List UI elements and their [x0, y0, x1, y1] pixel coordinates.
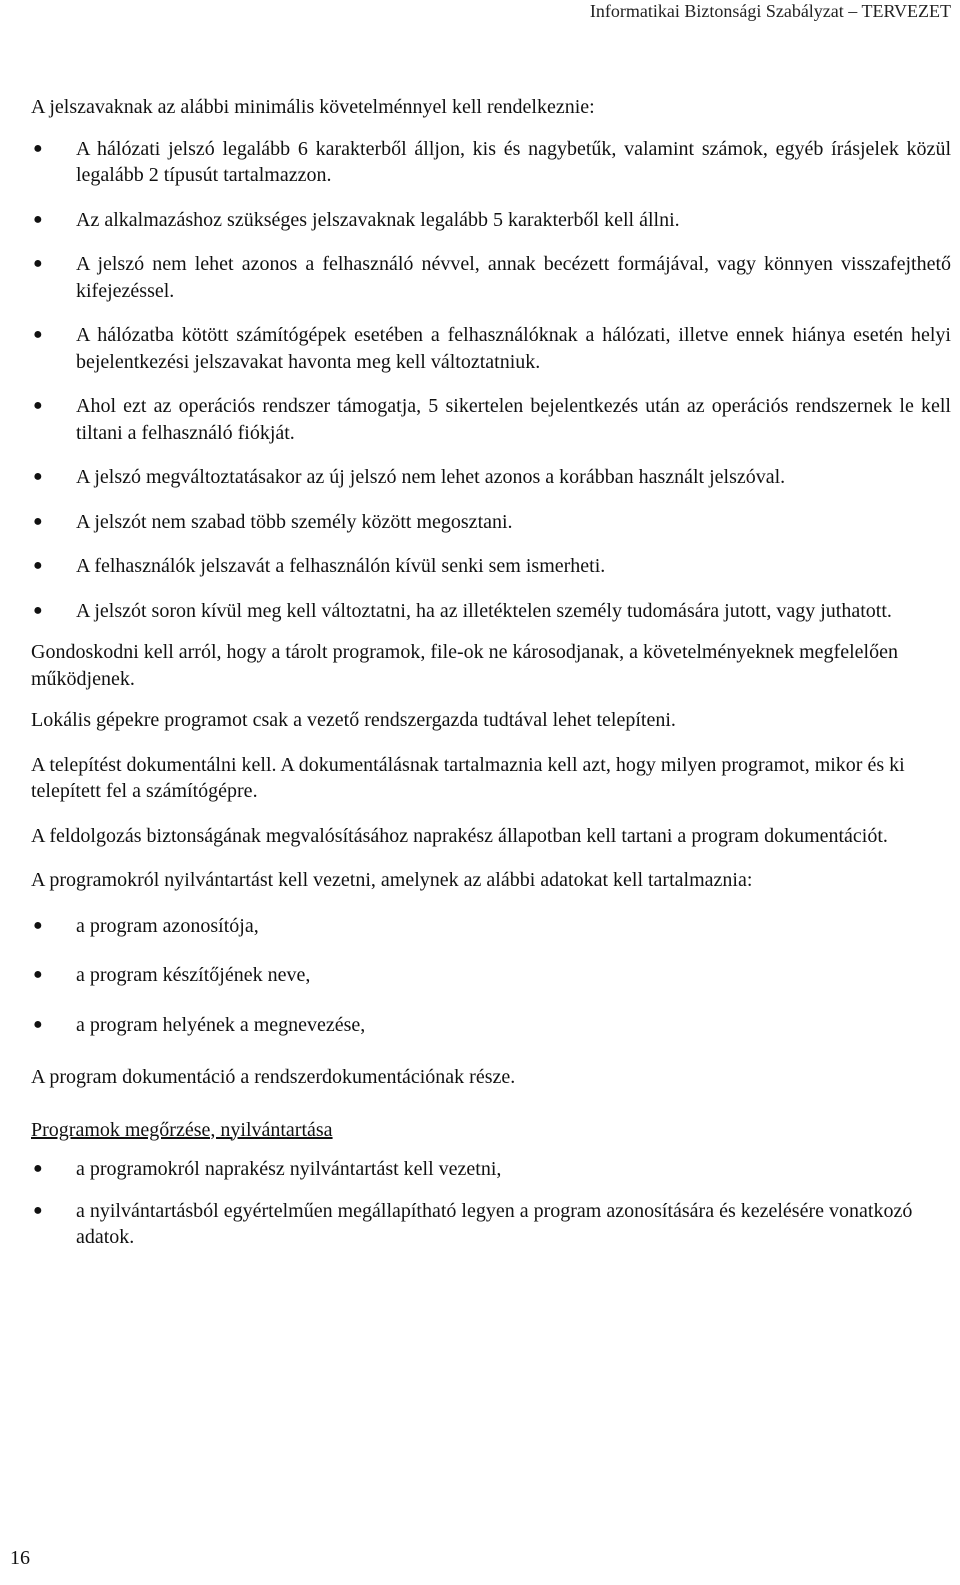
bullet-icon: ● — [33, 916, 43, 934]
password-rules-list — [31, 136, 951, 625]
paragraph: A programokról nyilvántartást kell vezetni, amelynek az alábbi adatokat kell tartalmaznia: — [31, 869, 753, 891]
list-item: ● A jelszó nem lehet azonos a felhasználó névvel, annak becézett formájával, vagy könnyen visszafejthető kifejezéssel. — [33, 253, 951, 302]
intro-paragraph: A jelszavaknak az alábbi minimális követelménnyel kell rendelkeznie: — [31, 96, 595, 118]
list-item: ● a programokról naprakész nyilvántartást kell vezetni, — [31, 1156, 951, 1183]
list-item: ● a program készítőjének neve, — [31, 962, 951, 989]
list-item: ● A jelszót nem szabad több személy között megosztani. — [31, 509, 951, 536]
page-number: 16 — [10, 1547, 30, 1569]
bullet-icon: ● — [33, 210, 43, 228]
list-item: ● Az alkalmazáshoz szükséges jelszavaknak legalább 5 karakterből kell állni. — [31, 207, 951, 234]
paragraph: Gondoskodni kell arról, hogy a tárolt programok, file-ok ne károsodjanak, a követelményeknek megfelelően működjenek. — [31, 641, 898, 690]
bullet-icon: ● — [33, 255, 43, 272]
list-item: ● A hálózatba kötött számítógépek esetében a felhasználóknak a hálózati, illetve ennek hiánya esetén helyi bejelentkezési jelszavakat havonta meg kell változtatniuk. — [33, 324, 951, 373]
list-item: ● a program azonosítója, — [31, 913, 951, 940]
bullet-icon: ● — [33, 326, 43, 343]
program-record-list — [31, 913, 951, 1039]
bullet-icon: ● — [33, 468, 43, 485]
bullet-icon: ● — [33, 1201, 43, 1219]
list-item: ● A jelszót soron kívül meg kell változtatni, ha az illetéktelen személy tudomására jutott, vagy juthatott. — [31, 598, 951, 625]
list-item: ● a nyilvántartásból egyértelműen megállapítható legyen a program azonosítására és kezelésére vonatkozó adatok. — [33, 1199, 913, 1248]
bullet-icon: ● — [33, 512, 43, 530]
bullet-icon: ● — [33, 557, 43, 574]
document-body — [31, 94, 951, 1251]
bullet-icon: ● — [33, 601, 43, 619]
paragraph: A program dokumentáció a rendszerdokumentációnak része. — [31, 1066, 516, 1088]
paragraph: A telepítést dokumentálni kell. A dokumentálásnak tartalmaznia kell azt, hogy milyen programot, mikor és ki telepített fel a számítógépre. — [31, 753, 905, 802]
bullet-icon: ● — [33, 1160, 43, 1177]
list-item: ● Ahol ezt az operációs rendszer támogatja, 5 sikertelen bejelentkezés után az operációs rendszernek le kell tiltani a felhasználó fiókját. — [33, 395, 951, 444]
bullet-icon: ● — [33, 1015, 43, 1033]
section-heading: Programok megőrzése, nyilvántartása — [31, 1118, 333, 1141]
paragraph: A feldolgozás biztonságának megvalósításához naprakész állapotban kell tartani a program dokumentációt. — [31, 824, 888, 847]
list-item: ● a program helyének a megnevezése, — [31, 1012, 951, 1039]
bullet-icon: ● — [33, 139, 43, 157]
list-item: ● A jelszó megváltoztatásakor az új jelszó nem lehet azonos a korábban használt jelszóval. — [31, 464, 951, 491]
list-item: ● A felhasználók jelszavát a felhasználón kívül senki sem ismerheti. — [31, 553, 951, 580]
list-item: ● A hálózati jelszó legalább 6 karakterből álljon, kis és nagybetűk, valamint számok, egyéb írásjelek közül legalább 2 típusút tartalmazzon. — [33, 137, 951, 186]
running-header: Informatikai Biztonsági Szabályzat – TERVEZET — [589, 1, 951, 21]
paragraph: Lokális gépekre programot csak a vezető rendszergazda tudtával lehet telepíteni. — [31, 709, 676, 731]
bullet-icon: ● — [33, 397, 43, 414]
bullet-icon: ● — [33, 966, 43, 983]
preservation-list — [31, 1156, 951, 1251]
